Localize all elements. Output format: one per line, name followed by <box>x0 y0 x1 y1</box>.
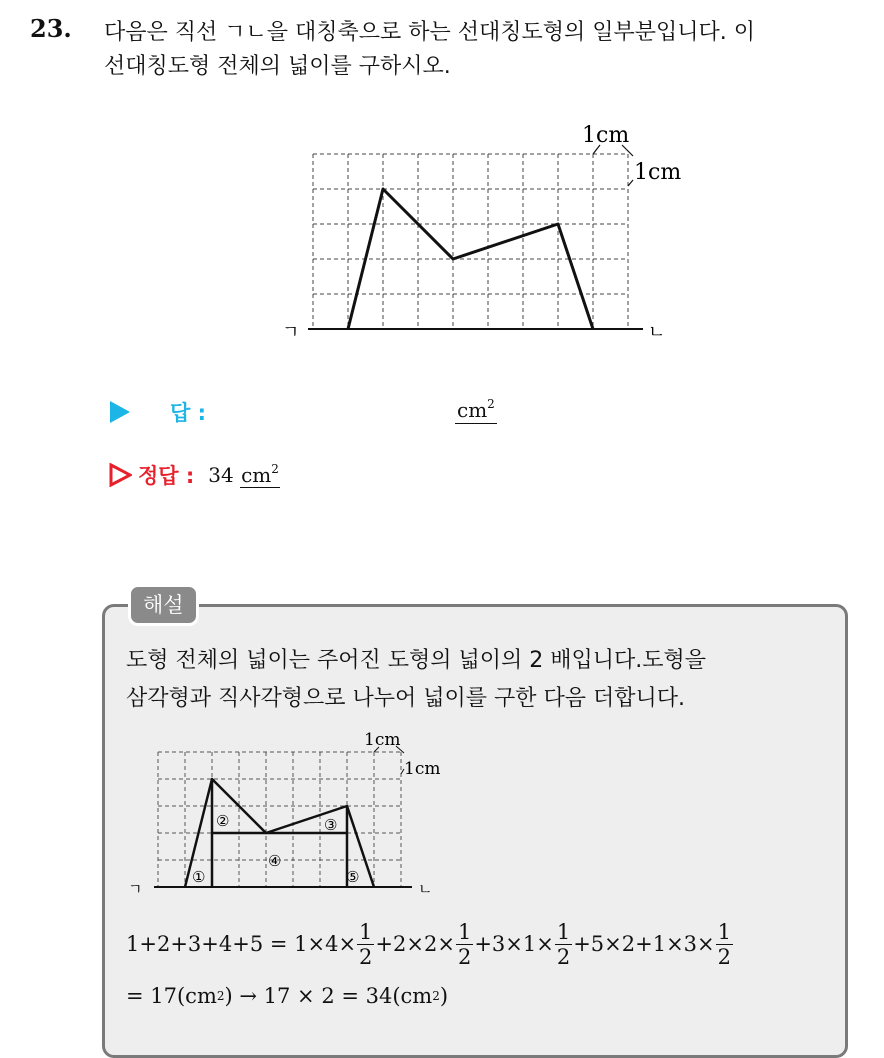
equation-line2-c: ) <box>439 984 449 1008</box>
explanation-scale-side: 1cm <box>404 759 441 779</box>
equation-line-2: = 17(cm 2 ) → 17 × 2 = 34(cm 2 ) <box>126 984 449 1008</box>
region-label-5: ⑤ <box>346 868 360 886</box>
equation-term-3: +5×2+1×3× <box>573 932 715 956</box>
region-label-1: ① <box>192 868 206 886</box>
outline-triangle-icon <box>108 463 132 487</box>
scale-label-top: 1cm <box>582 123 630 148</box>
explanation-text <box>126 642 836 718</box>
region-label-4: ④ <box>268 852 282 870</box>
explanation-equation <box>126 915 734 1013</box>
axis-label-end: ㄴ <box>648 322 666 343</box>
fraction-half: $\frac{1}{2}$ <box>556 919 571 969</box>
fraction-half: $\frac{1}{2}$ <box>717 919 731 969</box>
question-figure <box>270 112 710 352</box>
grid-lines <box>313 154 628 329</box>
scale-label-side: 1cm <box>634 160 682 185</box>
answer-label: 답 : <box>170 401 206 425</box>
correct-answer-label: 정답 : <box>138 464 195 488</box>
correct-answer-value-group <box>208 463 280 487</box>
question-number: 23. <box>30 14 72 43</box>
equation-line2-b: ) → 17 × 2 = 34(cm <box>224 984 433 1008</box>
region-label-3: ③ <box>324 816 338 834</box>
question-line-1: 다음은 직선 ㄱㄴ을 대칭축으로 하는 선대칭도형의 일부분입니다. 이 <box>104 20 756 45</box>
correct-answer-row <box>108 458 280 492</box>
equation-left: 1+2+3+4+5 = 1×4× <box>126 932 357 956</box>
explanation-scale-top: 1cm <box>364 730 401 750</box>
explanation-tag: 해설 <box>128 584 199 626</box>
explanation-scale-bracket <box>374 746 404 774</box>
answer-unit: cm <box>457 398 488 422</box>
equation-line-1 <box>126 915 734 973</box>
correct-answer-unit: cm <box>241 463 272 487</box>
answer-row <box>110 396 206 428</box>
correct-answer-value: 34 <box>208 463 234 487</box>
region-label-2: ② <box>216 812 230 830</box>
fraction-half: $\frac{1}{2}$ <box>359 919 373 969</box>
explanation-line-1: 도형 전체의 넓이는 주어진 도형의 넓이의 2 배입니다.도형을 <box>126 648 706 673</box>
equation-term-2: +3×1× <box>474 932 554 956</box>
equation-line2-a: = 17(cm <box>126 984 217 1008</box>
fraction-half: $\frac{1}{2}$ <box>457 919 472 969</box>
scale-bracket-side <box>622 145 633 186</box>
correct-answer-unit-group <box>240 463 280 488</box>
question-line-2: 선대칭도형 전체의 넓이를 구하시오. <box>104 54 451 79</box>
explanation-figure <box>120 722 460 902</box>
answer-blank[interactable] <box>455 398 497 424</box>
correct-answer-unit-exponent: 2 <box>271 462 279 476</box>
answer-unit-exponent: 2 <box>487 397 495 411</box>
question-text <box>104 16 874 84</box>
equation-term-1: +2×2× <box>375 932 455 956</box>
explanation-axis-end: ㄴ <box>418 880 433 898</box>
explanation-line-2: 삼각형과 직사각형으로 나누어 넓이를 구한 다음 더합니다. <box>126 686 686 711</box>
explanation-axis-start: ㄱ <box>128 880 143 898</box>
axis-label-start: ㄱ <box>282 322 300 343</box>
play-triangle-icon <box>110 401 130 423</box>
